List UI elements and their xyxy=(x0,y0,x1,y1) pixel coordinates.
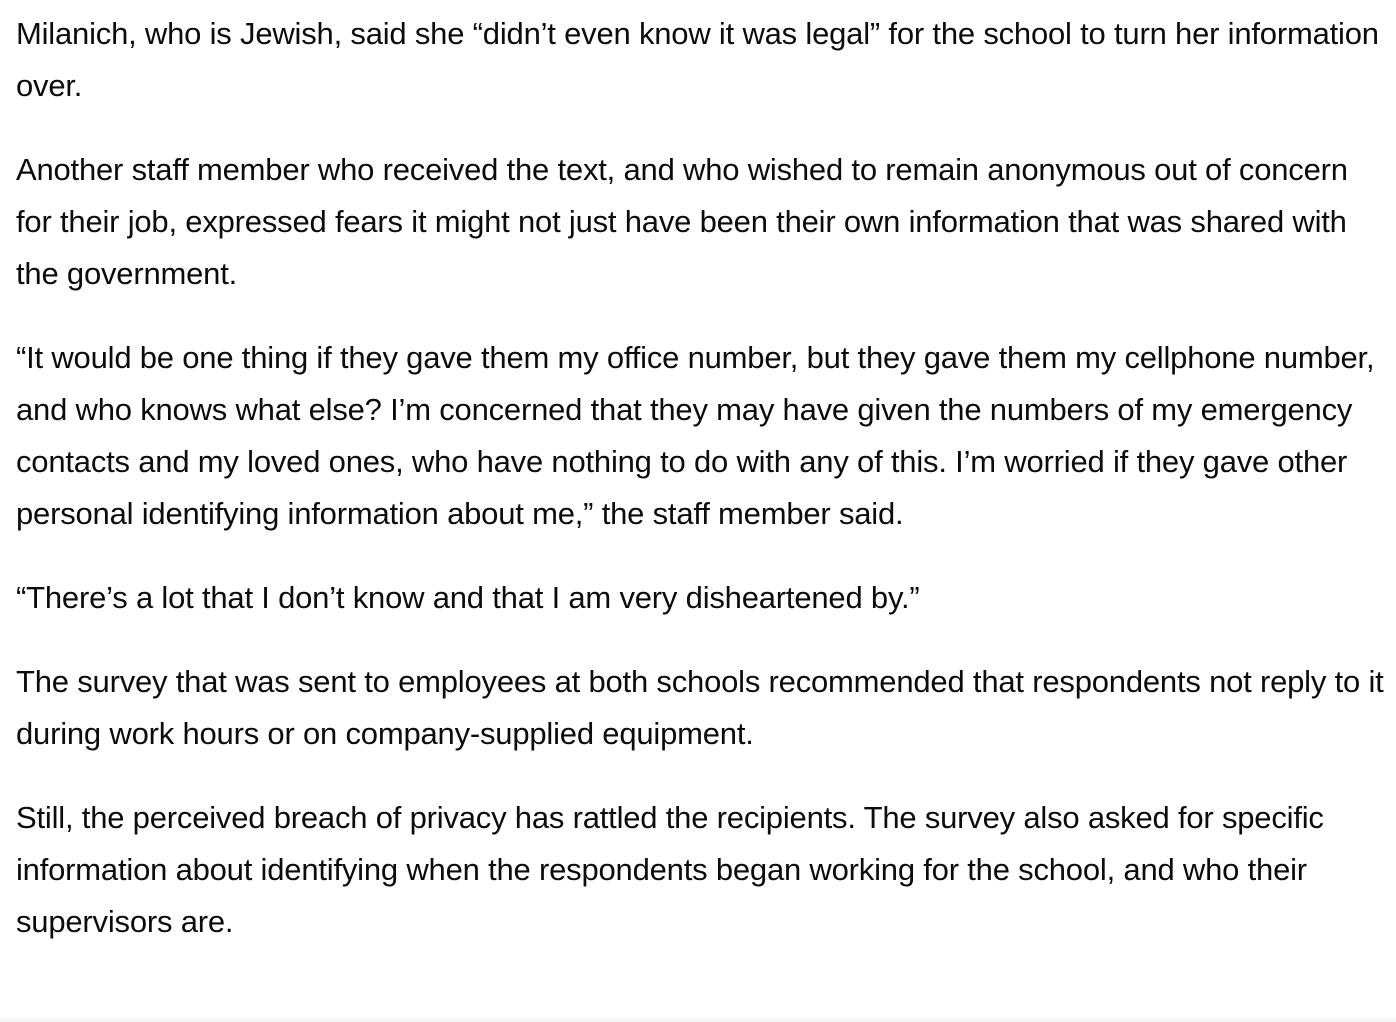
article-body xyxy=(16,8,1386,980)
paragraph-privacy-breach: Still, the perceived breach of privacy has rattled the recipients. The survey also asked for specific information about identifying when the respondents began working for the school, and who their supervisors are. xyxy=(16,800,1324,939)
paragraph-survey-recommendation: The survey that was sent to employees at both schools recommended that respondents not reply to it during work hours or on company-supplied equipment. xyxy=(16,664,1384,751)
paragraph-milanich-quote: Milanich, who is Jewish, said she “didn’t even know it was legal” for the school to turn her information over. xyxy=(16,16,1379,103)
paragraph-staff-quote: “It would be one thing if they gave them my office number, but they gave them my cellphone number, and who knows what else? I’m concerned that they may have given the numbers of my emergency contacts and my loved ones, who have nothing to do with any of this. I’m worried if they gave other personal identifying information about me,” the staff member said. xyxy=(16,340,1375,531)
paragraph-anonymous-staff: Another staff member who received the text, and who wished to remain anonymous out of concern for their job, expressed fears it might not just have been their own information that was shared with the government. xyxy=(16,152,1348,291)
bottom-edge-shadow xyxy=(0,1016,1396,1022)
paragraph-disheartened-quote: “There’s a lot that I don’t know and that I am very disheartened by.” xyxy=(16,580,920,615)
